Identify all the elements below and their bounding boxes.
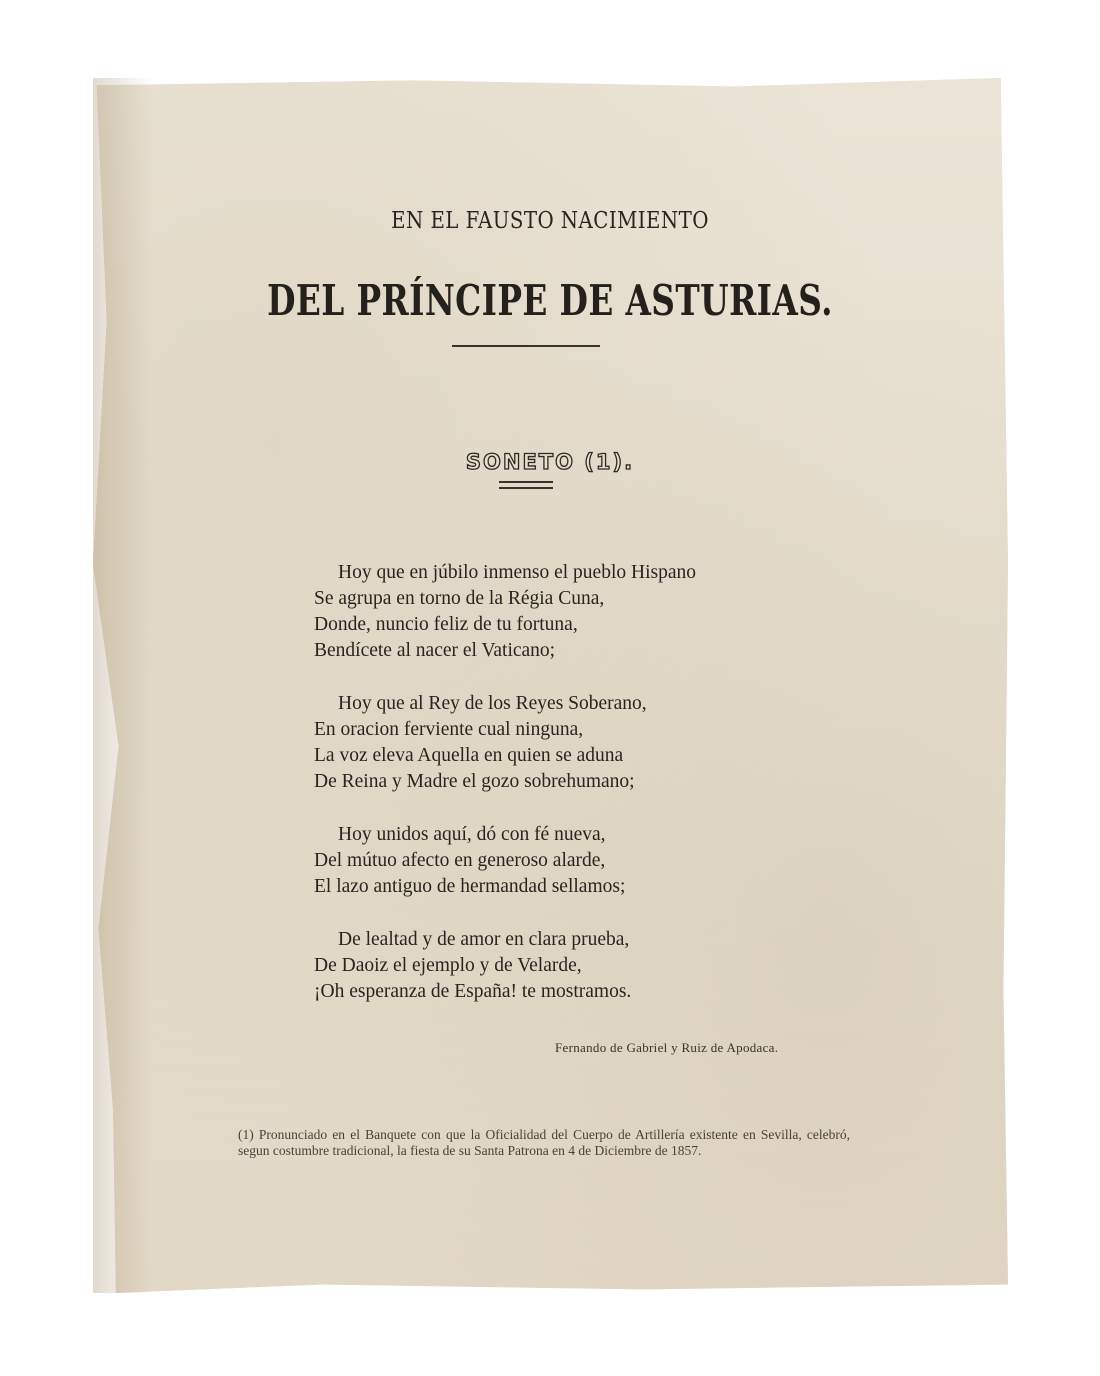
poem-line: Hoy que en júbilo inmenso el pueblo Hispano	[338, 562, 696, 583]
heading-line-2: DEL PRÍNCIPE DE ASTURIAS.	[267, 276, 833, 325]
stanza-4	[314, 927, 794, 1005]
poem-line: De Reina y Madre el gozo sobrehumano;	[314, 771, 635, 792]
footnote	[238, 1127, 850, 1158]
stanza-2	[314, 691, 794, 795]
poem-line: ¡Oh esperanza de España! te mostramos.	[314, 981, 632, 1002]
poem-line: De lealtad y de amor en clara prueba,	[338, 929, 630, 950]
footnote-text: (1) Pronunciado en el Banquete con que la Oficialidad del Cuerpo de Artillería existente en Sevilla, celebró, segun costumbre tradicional, la fiesta de su Santa Patrona en 4 de Diciembre de 1857.	[238, 1127, 850, 1158]
poem-line: La voz eleva Aquella en quien se aduna	[314, 745, 624, 766]
poem-line: Donde, nuncio feliz de tu fortuna,	[314, 614, 578, 635]
poem-subtitle: SONETO (1).	[465, 450, 635, 474]
stanza-1	[314, 560, 794, 664]
poem-line: De Daoiz el ejemplo y de Velarde,	[314, 955, 582, 976]
poem-line: El lazo antiguo de hermandad sellamos;	[314, 876, 626, 897]
poem	[314, 560, 794, 1032]
poem-line: Del mútuo afecto en generoso alarde,	[314, 850, 606, 871]
subtitle-double-rule	[499, 481, 553, 489]
poem-line: Se agrupa en torno de la Régia Cuna,	[314, 588, 605, 609]
stanza-3	[314, 822, 794, 900]
heading-divider	[452, 345, 600, 347]
poem-line: Bendícete al nacer el Vaticano;	[314, 640, 556, 661]
poem-line: Hoy que al Rey de los Reyes Soberano,	[338, 693, 647, 714]
author-signature: Fernando de Gabriel y Ruiz de Apodaca.	[555, 1040, 779, 1055]
heading-line-1: EN EL FAUSTO NACIMIENTO	[391, 208, 709, 234]
poem-line: En oracion ferviente cual ninguna,	[314, 719, 584, 740]
poem-line: Hoy unidos aquí, dó con fé nueva,	[338, 824, 606, 845]
